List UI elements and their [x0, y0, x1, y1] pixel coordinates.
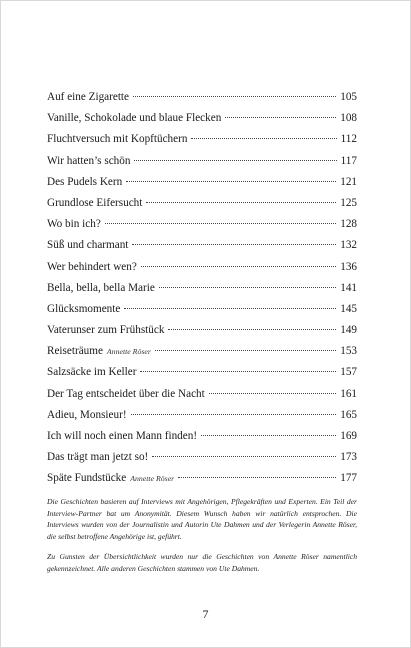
toc-entry-title: Späte Fundstücke	[47, 472, 127, 485]
toc-dot-leader	[178, 477, 336, 478]
toc-entry	[47, 214, 357, 235]
toc-entry-title: Auf eine Zigarette	[47, 91, 129, 103]
toc-entry-page-number: 112	[340, 133, 357, 146]
toc-entry	[47, 362, 357, 383]
toc-entry-title: Vanille, Schokolade und blaue Flecken	[47, 112, 222, 125]
toc-entry-page-number: 153	[340, 345, 357, 358]
toc-entry-page-number: 117	[340, 154, 357, 167]
toc-entry	[47, 384, 357, 405]
toc-entry-page-number: 173	[340, 451, 357, 464]
toc-entry-page-number: 105	[340, 91, 357, 103]
toc-entry-author: Annette Röser	[130, 474, 175, 484]
toc-entry-title: Des Pudels Kern	[47, 175, 123, 188]
toc-entry-title: Salzsäcke im Keller	[47, 366, 137, 379]
toc-dot-leader	[140, 371, 336, 372]
toc-entry	[47, 468, 357, 489]
toc-entry-title: Bella, bella, bella Marie	[47, 281, 155, 294]
toc-entry-page-number: 165	[340, 408, 357, 421]
table-of-contents	[47, 87, 357, 490]
toc-entry-title: Der Tag entscheidet über die Nacht	[47, 387, 205, 400]
toc-dot-leader	[155, 350, 336, 351]
toc-entry-page-number: 136	[340, 260, 357, 273]
toc-dot-leader	[124, 308, 336, 309]
toc-entry	[47, 299, 357, 320]
toc-entry	[47, 151, 357, 172]
toc-entry-title: Wir hatten’s schön	[47, 154, 131, 167]
toc-dot-leader	[168, 329, 336, 330]
toc-entry	[47, 172, 357, 193]
toc-entry	[47, 405, 357, 426]
toc-entry	[47, 87, 357, 108]
toc-entry-page-number: 161	[340, 387, 357, 400]
toc-entry-author: Annette Röser	[106, 347, 151, 357]
toc-entry	[47, 257, 357, 278]
toc-dot-leader	[131, 414, 337, 415]
toc-dot-leader	[134, 160, 336, 161]
toc-entry-title: Glücksmomente	[47, 302, 121, 315]
toc-entry-page-number: 141	[340, 281, 357, 294]
toc-entry-title: Fluchtversuch mit Kopftüchern	[47, 133, 188, 146]
toc-entry-page-number: 145	[340, 302, 357, 315]
toc-entry-page-number: 125	[340, 196, 357, 209]
toc-entry-title: Adieu, Monsieur!	[47, 408, 127, 421]
toc-dot-leader	[105, 223, 336, 224]
toc-entry-page-number: 157	[340, 366, 357, 379]
toc-entry	[47, 108, 357, 129]
toc-dot-leader	[225, 117, 336, 118]
toc-entry	[47, 193, 357, 214]
page-number: 7	[202, 607, 209, 621]
toc-entry	[47, 278, 357, 299]
toc-dot-leader	[146, 202, 336, 203]
toc-entry-page-number: 128	[340, 218, 357, 231]
note-paragraph-authorship: Zu Gunsten der Übersichtlichkeit wurden nur die Geschichten von Annette Röser namentlich gekennzeichnet. Alle anderen Geschichten stammen von Ute Dahmen.	[47, 552, 357, 573]
toc-entry-page-number: 149	[340, 324, 357, 337]
toc-dot-leader	[141, 266, 336, 267]
toc-entry-title: Wo bin ich?	[47, 218, 101, 231]
toc-entry-page-number: 169	[340, 430, 357, 442]
toc-dot-leader	[201, 435, 336, 436]
toc-entry-title: Wer behindert wen?	[47, 260, 137, 273]
toc-entry-title: Vaterunser zum Frühstück	[47, 324, 165, 337]
toc-entry-page-number: 108	[340, 112, 357, 125]
toc-entry-title: Grundlose Eifersucht	[47, 196, 143, 209]
toc-entry-page-number: 121	[340, 175, 357, 188]
toc-dot-leader	[209, 393, 336, 394]
toc-dot-leader	[133, 96, 336, 97]
toc-dot-leader	[126, 181, 336, 182]
toc-entry-title: Süß und charmant	[47, 239, 129, 252]
toc-entry-page-number: 177	[340, 472, 357, 485]
note-paragraph-interviews: Die Geschichten basieren auf Interviews mit Angehörigen, Pflegekräften und Experten. Ein Teil der Interview-Partner bat um Anonymität. Diesem Wunsch haben wir natürlich entsprochen. Die Interviews wurden von der Journalistin und Autorin Ute Dahmen und der Verlegerin Annette Röser, die selbst betroffene Angehörige ist, geführt.	[47, 497, 357, 541]
toc-entry	[47, 320, 357, 341]
toc-entry	[47, 129, 357, 150]
toc-dot-leader	[159, 287, 336, 288]
toc-dot-leader	[152, 456, 336, 457]
toc-dot-leader	[132, 244, 336, 245]
toc-dot-leader	[191, 138, 336, 139]
toc-entry	[47, 447, 357, 468]
toc-entry	[47, 235, 357, 256]
toc-entry-title: Reiseträume	[47, 345, 103, 358]
toc-entry-title: Das trägt man jetzt so!	[47, 451, 149, 464]
toc-entry-page-number: 132	[340, 239, 357, 252]
toc-entry	[47, 341, 357, 362]
toc-entry	[47, 426, 357, 447]
toc-entry-title: Ich will noch einen Mann finden!	[47, 430, 198, 442]
